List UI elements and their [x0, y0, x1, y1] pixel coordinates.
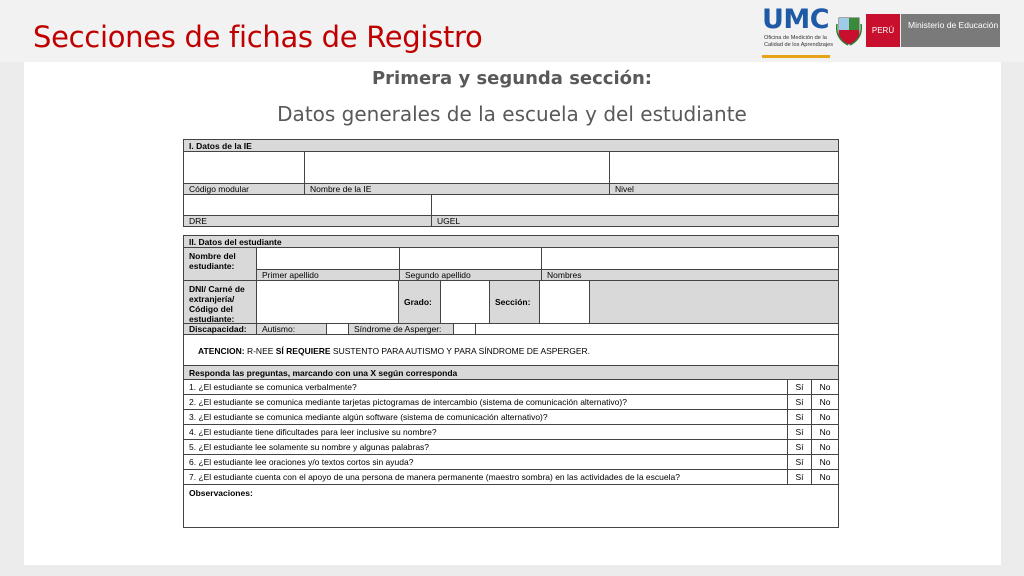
- minedu-logo: Ministerio de Educación: [901, 14, 1000, 47]
- dre-input[interactable]: [184, 195, 432, 216]
- seccion-label: Sección:: [490, 281, 540, 324]
- q1-no-option[interactable]: No: [812, 380, 838, 395]
- q6-no-option[interactable]: No: [812, 455, 838, 470]
- q2-no-option[interactable]: No: [812, 395, 838, 410]
- section-title: Primera y segunda sección:: [371, 68, 653, 89]
- umc-underline: [762, 55, 830, 58]
- question-4: 4. ¿El estudiante tiene dificultades para leer inclusive su nombre?: [184, 425, 788, 440]
- nombres-input[interactable]: [542, 248, 838, 270]
- q5-si-option[interactable]: Sí: [788, 440, 812, 455]
- nombre-ie-label: Nombre de la IE: [305, 183, 610, 195]
- seccion-input[interactable]: [540, 281, 590, 324]
- peru-logo: PERÚ: [866, 14, 900, 47]
- q7-no-option[interactable]: No: [812, 470, 838, 485]
- nombre-ie-input[interactable]: [305, 152, 610, 183]
- q4-si-option[interactable]: Sí: [788, 425, 812, 440]
- q7-si-option[interactable]: Sí: [788, 470, 812, 485]
- section-subtitle: Datos generales de la escuela y del estudiante: [277, 102, 747, 126]
- dni-input[interactable]: [257, 281, 399, 324]
- grado-input[interactable]: [441, 281, 490, 324]
- primer-apellido-input[interactable]: [257, 248, 400, 270]
- observaciones-field[interactable]: Observaciones:: [189, 488, 253, 498]
- grado-label: Grado:: [399, 281, 441, 324]
- asperger-checkbox[interactable]: [454, 324, 476, 335]
- nivel-label: Nivel: [610, 183, 838, 195]
- q3-no-option[interactable]: No: [812, 410, 838, 425]
- student-data-block: [183, 235, 839, 368]
- slide-title: Secciones de fichas de Registro: [33, 20, 483, 54]
- q2-si-option[interactable]: Sí: [788, 395, 812, 410]
- atencion-note: [184, 335, 838, 367]
- filler-cell: [590, 281, 838, 324]
- student-header: II. Datos del estudiante: [184, 236, 838, 248]
- q1-si-option[interactable]: Sí: [788, 380, 812, 395]
- dni-label: DNI/ Carné de extranjería/ Código del estudiante:: [184, 281, 257, 324]
- question-6: 6. ¿El estudiante lee oraciones y/o textos cortos sin ayuda?: [184, 455, 788, 470]
- nivel-input[interactable]: [610, 152, 838, 183]
- umc-logo: UMC: [762, 4, 830, 35]
- peru-coat-of-arms-icon: [836, 14, 862, 46]
- questions-header: Responda las preguntas, marcando con una X según corresponda: [184, 366, 838, 380]
- q4-no-option[interactable]: No: [812, 425, 838, 440]
- questions-block: [183, 365, 839, 528]
- q5-no-option[interactable]: No: [812, 440, 838, 455]
- atencion-label: ATENCION:: [198, 346, 245, 356]
- codigo-label: Código modular: [184, 183, 305, 195]
- q6-si-option[interactable]: Sí: [788, 455, 812, 470]
- asperger-label: Síndrome de Asperger:: [349, 324, 454, 335]
- segundo-apellido-label: Segundo apellido: [400, 269, 542, 281]
- student-name-label: Nombre del estudiante:: [184, 248, 257, 281]
- ugel-input[interactable]: [432, 195, 838, 216]
- dre-label: DRE: [184, 215, 432, 226]
- segundo-apellido-input[interactable]: [400, 248, 542, 270]
- umc-subtitle: Oficina de Medición de la Calidad de los Aprendizajes: [764, 35, 834, 48]
- question-5: 5. ¿El estudiante lee solamente su nombre y algunas palabras?: [184, 440, 788, 455]
- nombres-label: Nombres: [542, 269, 838, 281]
- primer-apellido-label: Primer apellido: [257, 269, 400, 281]
- ie-data-block: [183, 139, 839, 227]
- question-7: 7. ¿El estudiante cuenta con el apoyo de una persona de manera permanente (maestro sombra) en las actividades de la escuela?: [184, 470, 788, 485]
- atencion-text-2: SUSTENTO PARA AUTISMO Y PARA SÍNDROME DE ASPERGER.: [330, 346, 591, 356]
- ugel-label: UGEL: [432, 215, 838, 226]
- question-3: 3. ¿El estudiante se comunica mediante algún software (sistema de comunicación alternativo)?: [184, 410, 788, 425]
- autismo-checkbox[interactable]: [327, 324, 349, 335]
- atencion-text-1: R-NEE: [244, 346, 276, 356]
- q3-si-option[interactable]: Sí: [788, 410, 812, 425]
- ie-header: I. Datos de la IE: [184, 140, 838, 152]
- codigo-input[interactable]: [184, 152, 305, 183]
- question-1: 1. ¿El estudiante se comunica verbalmente?: [184, 380, 788, 395]
- autismo-label: Autismo:: [257, 324, 327, 335]
- empty-cell: [476, 324, 838, 335]
- question-2: 2. ¿El estudiante se comunica mediante tarjetas pictogramas de intercambio (sistema de comunicación alternativo)?: [184, 395, 788, 410]
- discapacidad-label: Discapacidad:: [184, 324, 257, 335]
- atencion-emphasis: SÍ REQUIERE: [275, 346, 331, 356]
